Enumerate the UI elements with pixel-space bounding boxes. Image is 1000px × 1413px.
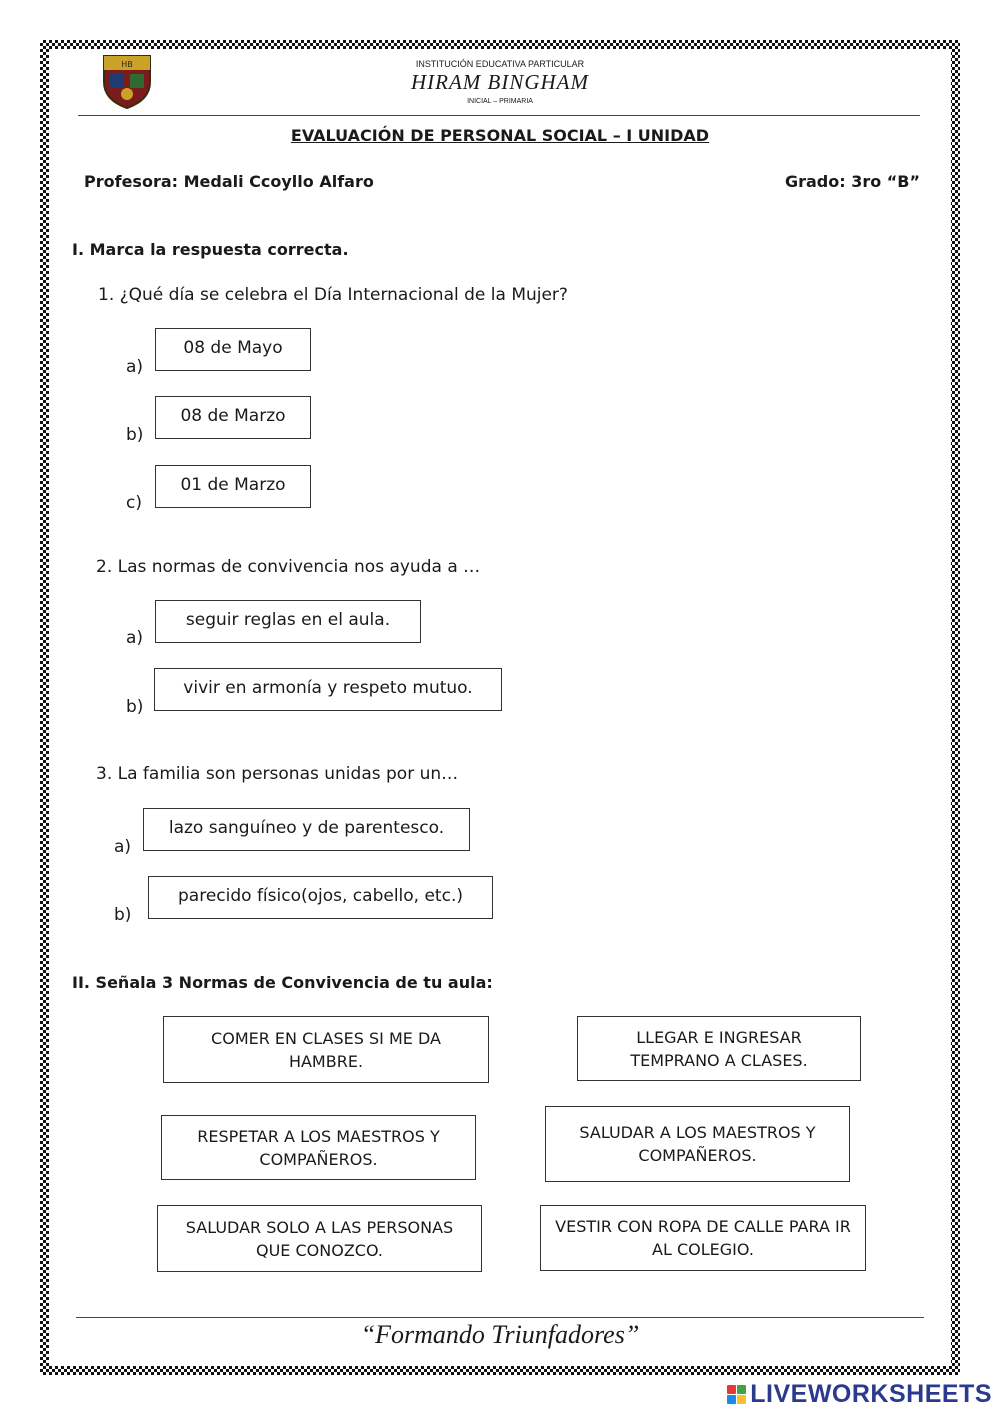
q3-option-b[interactable]: parecido físico(ojos, cabello, etc.) <box>148 876 493 919</box>
q1-option-b[interactable]: 08 de Marzo <box>155 396 311 439</box>
liveworksheets-brand[interactable] <box>727 1380 992 1409</box>
q1-option-b-letter: b) <box>126 425 144 445</box>
question-1: 1. ¿Qué día se celebra el Día Internacional de la Mujer? <box>98 285 568 305</box>
institution-label: INSTITUCIÓN EDUCATIVA PARTICULAR <box>415 59 585 69</box>
q3-option-a-letter: a) <box>114 837 132 857</box>
section-2-heading: II. Señala 3 Normas de Convivencia de tu aula: <box>72 973 493 992</box>
school-crest-icon <box>100 52 154 110</box>
question-2: 2. Las normas de convivencia nos ayuda a … <box>96 557 481 577</box>
teacher-name: Profesora: Medali Ccoyllo Alfaro <box>84 172 374 191</box>
norm-option-3[interactable]: RESPETAR A LOS MAESTROS Y COMPAÑEROS. <box>161 1115 476 1180</box>
grade-label: Grado: 3ro “B” <box>784 172 920 191</box>
school-motto: “Formando Triunfadores” <box>360 1320 640 1349</box>
svg-text:HB: HB <box>121 60 133 69</box>
footer-divider <box>76 1317 924 1318</box>
norm-option-6[interactable]: VESTIR CON ROPA DE CALLE PARA IR AL COLEGIO. <box>540 1205 866 1271</box>
section-1-heading: I. Marca la respuesta correcta. <box>72 240 349 259</box>
q3-option-a[interactable]: lazo sanguíneo y de parentesco. <box>143 808 470 851</box>
brand-text: LIVEWORKSHEETS <box>750 1380 992 1408</box>
liveworksheets-logo-icon <box>727 1385 746 1404</box>
norm-option-4[interactable]: SALUDAR A LOS MAESTROS Y COMPAÑEROS. <box>545 1106 850 1182</box>
institution-name: HIRAM BINGHAM <box>410 70 590 94</box>
page-title: EVALUACIÓN DE PERSONAL SOCIAL – I UNIDAD <box>290 126 710 145</box>
q2-option-a[interactable]: seguir reglas en el aula. <box>155 600 421 643</box>
q1-option-a-letter: a) <box>126 357 144 377</box>
q1-option-c-letter: c) <box>126 493 142 513</box>
q1-option-a[interactable]: 08 de Mayo <box>155 328 311 371</box>
q1-option-c[interactable]: 01 de Marzo <box>155 465 311 508</box>
norm-option-1[interactable]: COMER EN CLASES SI ME DA HAMBRE. <box>163 1016 489 1083</box>
norm-option-5[interactable]: SALUDAR SOLO A LAS PERSONAS QUE CONOZCO. <box>157 1205 482 1272</box>
q2-option-b[interactable]: vivir en armonía y respeto mutuo. <box>154 668 502 711</box>
header-divider <box>78 115 920 116</box>
norm-option-2[interactable]: LLEGAR E INGRESAR TEMPRANO A CLASES. <box>577 1016 861 1081</box>
q2-option-a-letter: a) <box>126 628 144 648</box>
q2-option-b-letter: b) <box>126 697 144 717</box>
q3-option-b-letter: b) <box>114 905 132 925</box>
institution-levels: INICIAL – PRIMARIA <box>467 98 533 105</box>
question-3: 3. La familia son personas unidas por un… <box>96 764 459 784</box>
